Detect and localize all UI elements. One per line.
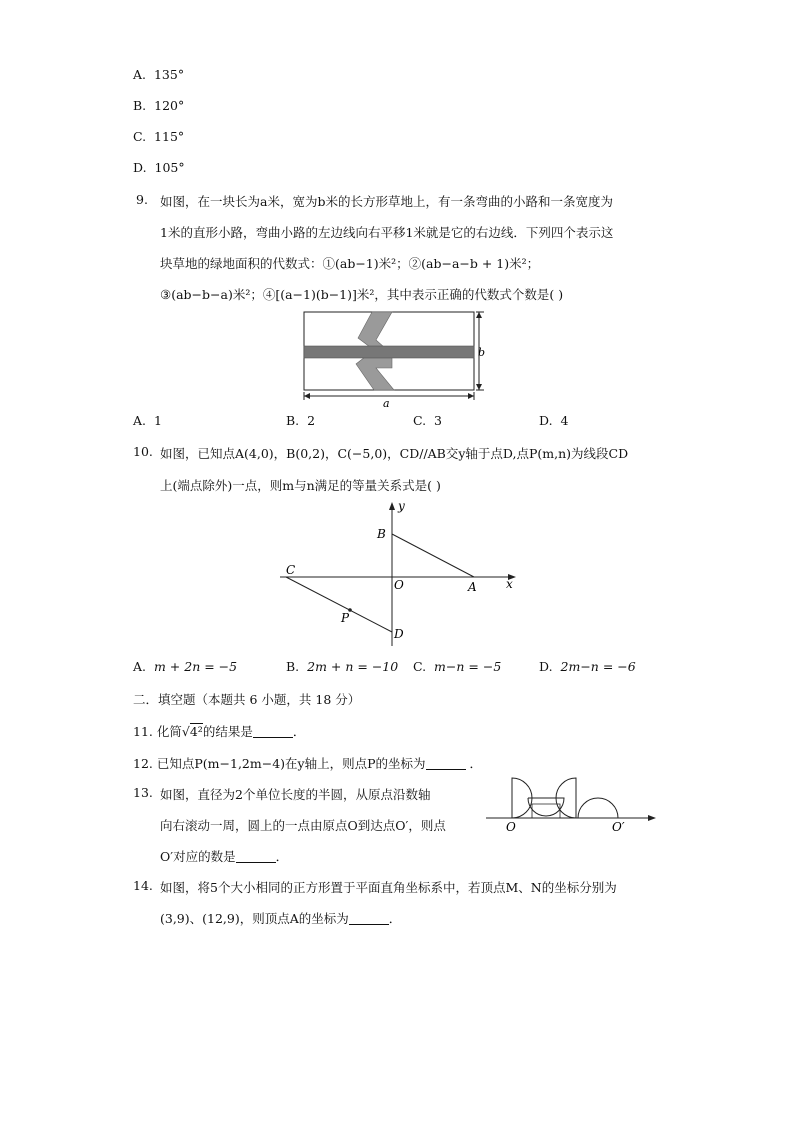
option-text: 135° xyxy=(153,67,185,82)
label-a: a xyxy=(383,397,390,408)
option-label: B. xyxy=(133,98,147,113)
q12-end: ． xyxy=(469,756,482,771)
q13-line-1: 如图，直径为2个单位长度的半圆，从原点沿数轴 xyxy=(160,787,431,802)
q10-line-2: 上(端点除外)一点，则m与n满足的等量关系式是( ) xyxy=(160,478,441,493)
q14-line-1: 如图，将5个大小相同的正方形置于平面直角坐标系中，若顶点M、N的坐标分别为 xyxy=(160,880,617,895)
option-text: 2 xyxy=(307,413,316,428)
label-c: C xyxy=(286,563,296,577)
segment-cd xyxy=(286,577,392,632)
label-p: P xyxy=(341,611,350,625)
label-x: x xyxy=(506,577,513,591)
q8-option-d xyxy=(133,160,185,175)
sqrt-radicand: 4² xyxy=(189,724,203,739)
q11-number: 11. xyxy=(133,724,153,739)
q9-option-c xyxy=(413,413,442,428)
q14-end: ． xyxy=(388,911,402,926)
option-text: m−n = −5 xyxy=(434,659,502,674)
y-axis-arrow xyxy=(389,502,395,510)
q14-number: 14. xyxy=(133,878,153,893)
option-label: D. xyxy=(539,413,553,428)
q10-line-1: 如图，已知点A(4,0)，B(0,2)，C(−5,0)，CD//AB交y轴于点D,点P(m,n)为线段CD xyxy=(160,446,629,461)
number-line-arrow xyxy=(648,815,656,821)
q9-line-3: 块草地的绿地面积的代数式：①(ab−1)米²；②(ab−a−b + 1)米²； xyxy=(160,256,540,271)
q10-number: 10. xyxy=(133,444,153,459)
q14-line-2-wrap xyxy=(160,909,401,927)
q9-number: 9. xyxy=(136,192,148,207)
answer-blank[interactable] xyxy=(426,757,466,770)
option-label: D. xyxy=(133,160,147,175)
q11-text-after: 的结果是 xyxy=(202,724,253,739)
section-2-title: 二．填空题（本题共 6 小题，共 18 分） xyxy=(133,692,361,707)
q13-line-2: 向右滚动一周，圆上的一点由原点O到达点O′，则点 xyxy=(160,818,446,833)
option-label: A. xyxy=(133,659,147,674)
option-text: 2m + n = −10 xyxy=(307,659,399,674)
q9-line-2: 1米的直形小路，弯曲小路的左边线向右平移1米就是它的右边线．下列四个表示这 xyxy=(160,225,614,240)
q8-option-a xyxy=(133,67,184,82)
q11 xyxy=(133,722,305,740)
label-d: D xyxy=(394,627,404,641)
option-label: A. xyxy=(133,413,147,428)
answer-blank[interactable] xyxy=(349,912,389,925)
q9-option-d xyxy=(539,413,568,428)
answer-blank[interactable] xyxy=(236,850,276,863)
q9-line-4: ③(ab−b−a)米²；④[(a−1)(b−1)]米²，其中表示正确的代数式个数是( ) xyxy=(160,287,564,302)
option-text: 120° xyxy=(154,98,185,113)
q9-option-a xyxy=(133,413,162,428)
option-text: m + 2n = −5 xyxy=(153,659,238,674)
q10-figure xyxy=(270,496,530,648)
q12-text: 已知点P(m−1,2m−4)在y轴上，则点P的坐标为 xyxy=(156,756,426,771)
q9-option-b xyxy=(286,413,315,428)
straight-path xyxy=(304,346,474,358)
option-text: 115° xyxy=(154,129,185,144)
answer-blank[interactable] xyxy=(253,725,293,738)
label-o: O xyxy=(506,820,516,834)
q12 xyxy=(133,754,482,772)
q13-number: 13. xyxy=(133,785,153,800)
q13-figure xyxy=(484,772,664,836)
option-text: 2m−n = −6 xyxy=(560,659,636,674)
q10-option-d xyxy=(539,659,636,674)
q12-number: 12. xyxy=(133,756,153,771)
option-label: A. xyxy=(133,67,147,82)
q8-option-b xyxy=(133,98,184,113)
q8-option-c xyxy=(133,129,184,144)
option-text: 4 xyxy=(560,413,569,428)
q10-option-a xyxy=(133,659,237,674)
label-y: y xyxy=(398,499,405,513)
label-o-prime: O′ xyxy=(612,820,625,834)
sqrt-sign: √ xyxy=(181,724,190,739)
q14-line-2: (3,9)、(12,9)，则顶点A的坐标为 xyxy=(160,911,349,926)
q11-end: ． xyxy=(292,724,306,739)
q9-figure xyxy=(298,308,498,408)
q10-option-b xyxy=(286,659,398,674)
option-label: B. xyxy=(286,413,300,428)
segment-ab xyxy=(392,534,474,577)
label-o: O xyxy=(394,578,404,592)
option-text: 3 xyxy=(434,413,442,428)
option-label: C. xyxy=(413,659,427,674)
q13-line-3: O′对应的数是 xyxy=(160,849,236,864)
option-label: B. xyxy=(286,659,300,674)
label-b: b xyxy=(478,346,486,359)
option-text: 1 xyxy=(153,413,162,428)
semicircle-end xyxy=(578,798,618,818)
q10-option-c xyxy=(413,659,501,674)
option-label: C. xyxy=(133,129,147,144)
q9-line-1: 如图，在一块长为a米，宽为b米的长方形草地上，有一条弯曲的小路和一条宽度为 xyxy=(160,194,613,209)
option-label: D. xyxy=(539,659,553,674)
q11-text-before: 化简 xyxy=(156,724,182,739)
q13-line-3-wrap xyxy=(160,847,288,865)
label-a: A xyxy=(468,580,477,594)
q13-end: ． xyxy=(275,849,289,864)
option-text: 105° xyxy=(154,160,185,175)
option-label: C. xyxy=(413,413,427,428)
label-b: B xyxy=(377,527,386,541)
